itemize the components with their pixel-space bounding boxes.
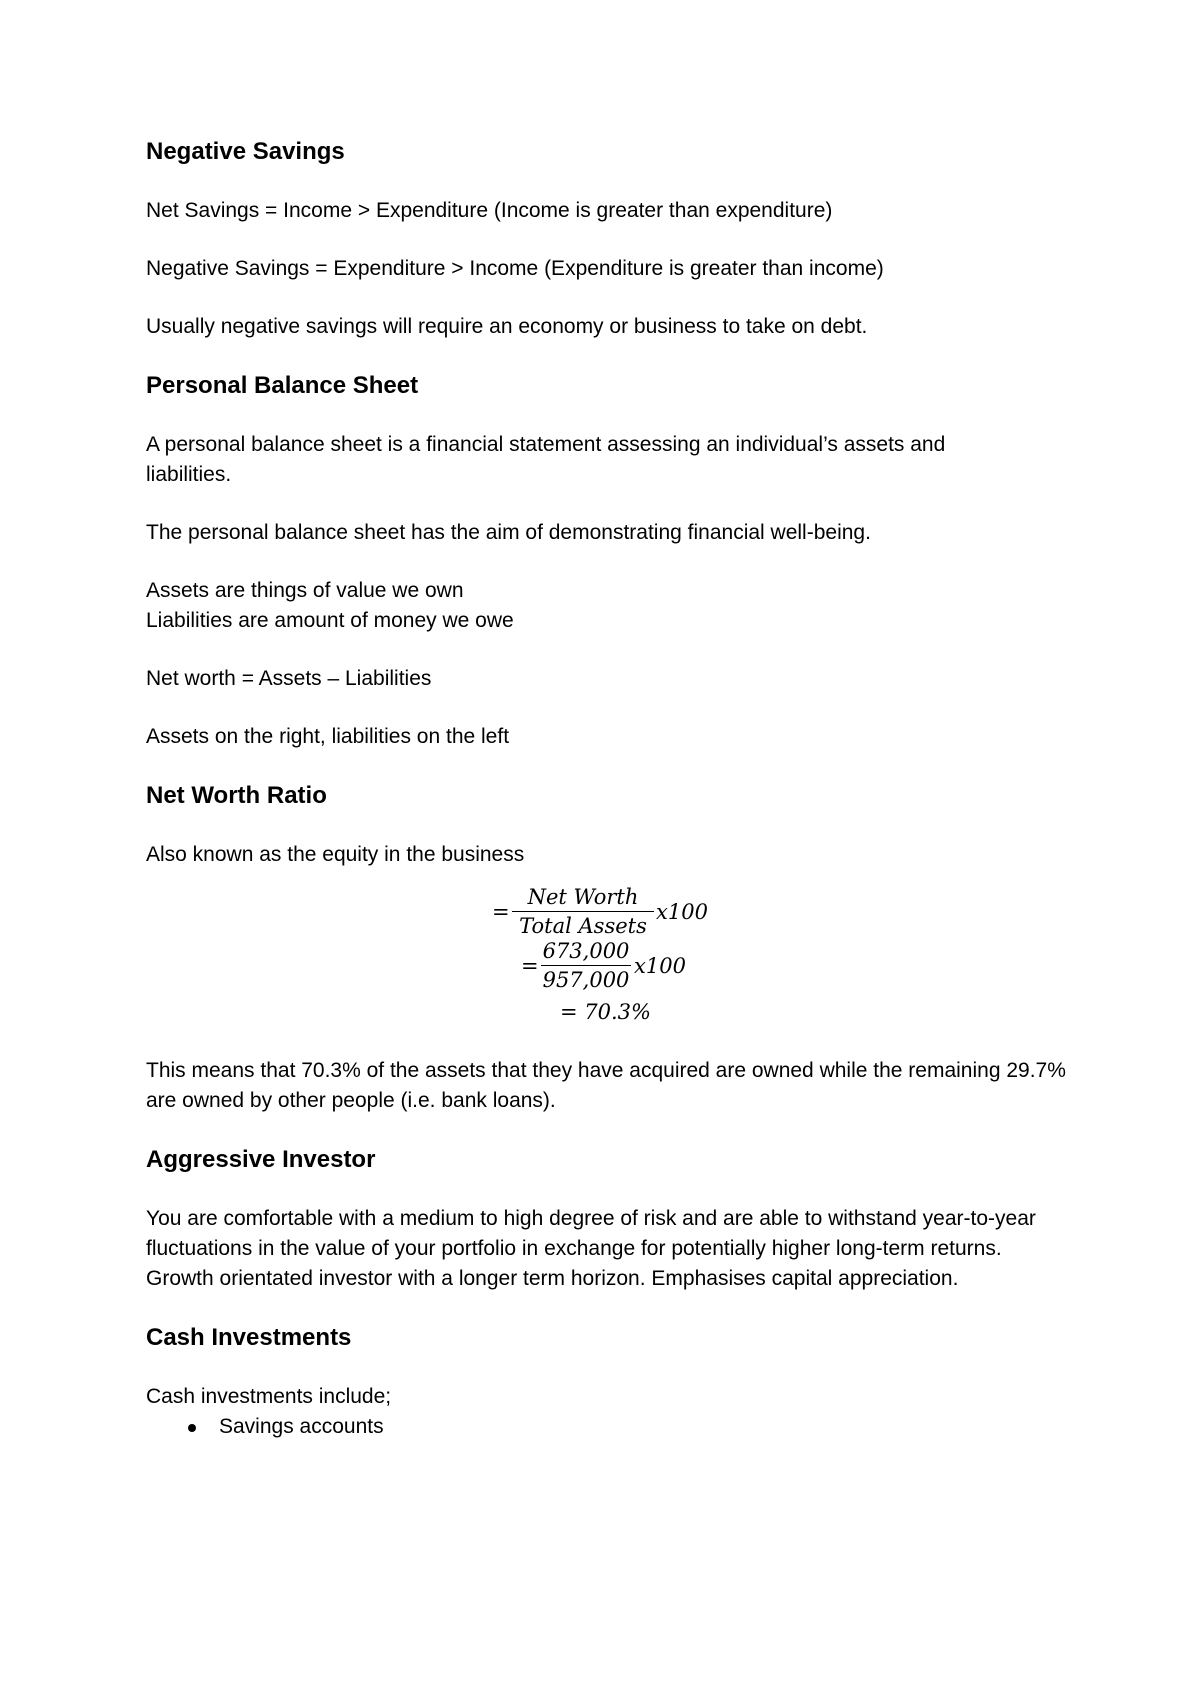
equals-sign: = xyxy=(492,900,510,924)
heading-net-worth-ratio: Net Worth Ratio xyxy=(146,782,327,809)
balance-sheet-placement-note: Assets on the right, liabilities on the left xyxy=(146,725,510,748)
net-worth-ratio-formula xyxy=(146,884,1076,1056)
balance-sheet-definition: A personal balance sheet is a financial statement assessing an individual’s assets and liabilities. xyxy=(146,433,946,486)
numerator-net-worth: Net Worth xyxy=(527,885,639,909)
heading-cash-investments: Cash Investments xyxy=(146,1324,352,1351)
fraction-bar xyxy=(541,965,631,966)
negative-savings-note: Usually negative savings will require an economy or business to take on debt. xyxy=(146,315,868,338)
formula-result: = 70.3% xyxy=(560,1000,651,1024)
net-worth-ratio-explanation: This means that 70.3% of the assets that they have acquired are owned while the remaining 29.7% are owned by other people (i.e. bank loans). xyxy=(146,1059,1066,1112)
negative-savings-definition: Negative Savings = Expenditure > Income (Expenditure is greater than income) xyxy=(146,257,884,280)
heading-personal-balance-sheet: Personal Balance Sheet xyxy=(146,372,419,399)
aggressive-investor-description: You are comfortable with a medium to high degree of risk and are able to withstand year-to-year fluctuations in the value of your portfolio in exchange for potentially higher long-term returns. Growth orientated investor with a longer term horizon. Emphasises capital appreciation. xyxy=(146,1207,1036,1290)
heading-aggressive-investor: Aggressive Investor xyxy=(146,1146,376,1173)
multiplier: x100 xyxy=(656,900,708,924)
cash-investments-intro: Cash investments include; xyxy=(146,1385,392,1408)
net-worth-ratio-intro: Also known as the equity in the business xyxy=(146,843,525,866)
net-worth-formula: Net worth = Assets – Liabilities xyxy=(146,667,432,690)
net-savings-definition: Net Savings = Income > Expenditure (Income is greater than expenditure) xyxy=(146,199,833,222)
denominator-total-assets: Total Assets xyxy=(519,914,647,938)
denominator-value: 957,000 xyxy=(542,968,630,992)
heading-negative-savings: Negative Savings xyxy=(146,138,345,165)
fraction-values xyxy=(541,938,631,993)
fraction-net-worth-total-assets xyxy=(512,884,654,939)
multiplier: x100 xyxy=(634,954,686,978)
list-item-label: Savings accounts xyxy=(219,1415,384,1438)
equals-sign: = xyxy=(521,954,539,978)
document-page xyxy=(146,136,1076,1442)
balance-sheet-aim: The personal balance sheet has the aim of demonstrating financial well-being. xyxy=(146,521,871,544)
list-item xyxy=(146,1412,1076,1442)
numerator-value: 673,000 xyxy=(542,939,630,963)
assets-definition: Assets are things of value we own xyxy=(146,579,464,602)
fraction-bar xyxy=(512,911,654,912)
liabilities-definition: Liabilities are amount of money we owe xyxy=(146,609,514,632)
bullet-icon xyxy=(188,1424,196,1432)
cash-investments-list xyxy=(146,1412,1076,1442)
